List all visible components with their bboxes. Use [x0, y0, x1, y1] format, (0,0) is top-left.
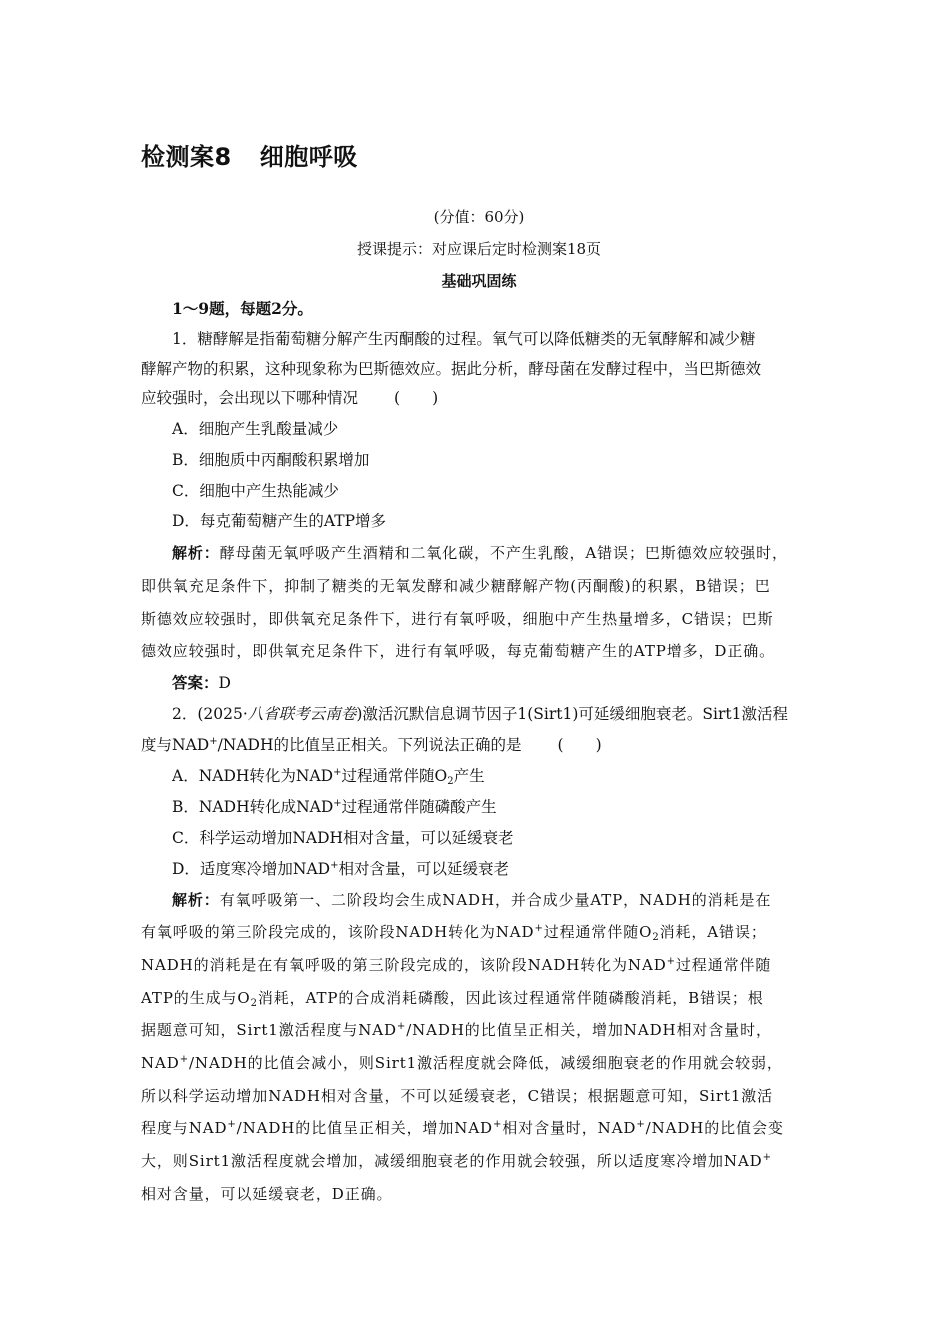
q2-explanation-line-8: 程度与NAD+/NADH的比值呈正相关，增加NAD+相对含量时，NAD+/NADH的比值会变: [141, 1119, 784, 1137]
answer-bracket: ( ): [394, 389, 439, 407]
q2-explanation-line-2: 有氧呼吸的第三阶段完成的，该阶段NADH转化为NAD+过程通常伴随$O_2$消耗，A错误；: [141, 923, 767, 943]
q2-explanation-line-7: 所以科学运动增加NADH相对含量，不可以延缓衰老，C错误；根据题意可知，Sirt1激活: [141, 1087, 774, 1105]
q2-stem-line-2: 度与NAD+/NADH的比值呈正相关。下列说法正确的是 ( ): [141, 736, 602, 754]
q2-explanation-line-10: 相对含量，可以延缓衰老，D正确。: [141, 1185, 393, 1203]
answer-label: 答案：: [172, 674, 219, 692]
q1-option-a: A．细胞产生乳酸量减少: [172, 420, 339, 438]
q2-option-a: A．NADH转化为NAD+过程通常伴随$O_2$产生: [172, 767, 485, 787]
q2-option-b: B．NADH转化成NAD+过程通常伴随磷酸产生: [172, 798, 497, 816]
q2-source: 八省联考云南卷: [247, 705, 357, 723]
q2-explanation-line-5: 据题意可知，Sirt1激活程度与NAD+/NADH的比值呈正相关，增加NADH相对含量时，: [141, 1021, 772, 1039]
q2-explanation-line-9: 大，则Sirt1激活程度就会增加，减缓细胞衰老的作用就会较强，所以适度寒冷增加NAD+: [141, 1152, 772, 1170]
q2-option-d: D．适度寒冷增加NAD+相对含量，可以延缓衰老: [172, 860, 510, 878]
explanation-label: 解析：: [172, 544, 220, 562]
q2-explanation-line-6: NAD+/NADH的比值会减小，则Sirt1激活程度就会降低，减缓细胞衰老的作用就会较弱，: [141, 1054, 783, 1072]
q1-explanation-line-3: 斯德效应较强时，即供氧充足条件下，进行有氧呼吸，细胞中产生热量增多，C错误；巴斯: [141, 610, 774, 628]
q1-explanation-line-1: 解析：酵母菌无氧呼吸产生酒精和二氧化碳，不产生乳酸，A错误；巴斯德效应较强时，: [172, 544, 788, 562]
page-title: [141, 137, 358, 172]
q2-option-c: C．科学运动增加NADH相对含量，可以延缓衰老: [172, 829, 514, 847]
q1-option-b: B．细胞质中丙酮酸积累增加: [172, 451, 370, 469]
q2-explanation-line-1: 解析：有氧呼吸第一、二阶段均会生成NADH，并合成少量ATP，NADH的消耗是在: [172, 891, 772, 909]
q2-stem-line-1: 2．(2025·八省联考云南卷)激活沉默信息调节因子1(Sirt1)可延缓细胞衰老。Sirt1激活程: [172, 705, 788, 723]
instruction: 1～9题，每题2分。: [172, 299, 313, 318]
answer-value: D: [218, 674, 231, 692]
title-sub: 细胞呼吸: [259, 143, 358, 171]
q2-explanation-line-4: ATP的生成与$O_2$消耗，ATP的合成消耗磷酸，因此该过程通常伴随磷酸消耗，B错误；根: [141, 989, 764, 1009]
q1-stem-line-3: 应较强时，会出现以下哪种情况 ( ): [141, 389, 439, 407]
q1-answer: [172, 673, 231, 693]
section-heading: 基础巩固练: [441, 272, 517, 290]
q1-explanation-line-4: 德效应较强时，即供氧充足条件下，进行有氧呼吸，每克葡萄糖产生的ATP增多，D正确。: [141, 642, 776, 660]
q1-stem-line-1: 1．糖酵解是指葡萄糖分解产生丙酮酸的过程。氧气可以降低糖类的无氧酵解和减少糖: [172, 330, 756, 348]
score-line: (分值：60分): [433, 208, 525, 226]
q2-explanation-line-3: NADH的消耗是在有氧呼吸的第三阶段完成的，该阶段NADH转化为NAD+过程通常伴随: [141, 956, 772, 974]
hint-line: 授课提示：对应课后定时检测案18页: [356, 240, 602, 258]
q1-stem-line-2: 酵解产物的积累，这种现象称为巴斯德效应。据此分析，酵母菌在发酵过程中，当巴斯德效: [141, 360, 762, 378]
q1-explanation-line-2: 即供氧充足条件下，抑制了糖类的无氧发酵和减少糖酵解产物(丙酮酸)的积累，B错误；巴: [141, 577, 771, 595]
q1-option-d: D．每克葡萄糖产生的ATP增多: [172, 512, 387, 530]
answer-bracket: ( ): [557, 736, 602, 754]
title-main: 检测案8: [141, 143, 232, 171]
q1-option-c: C．细胞中产生热能减少: [172, 482, 339, 500]
explanation-label: 解析：: [172, 891, 220, 909]
